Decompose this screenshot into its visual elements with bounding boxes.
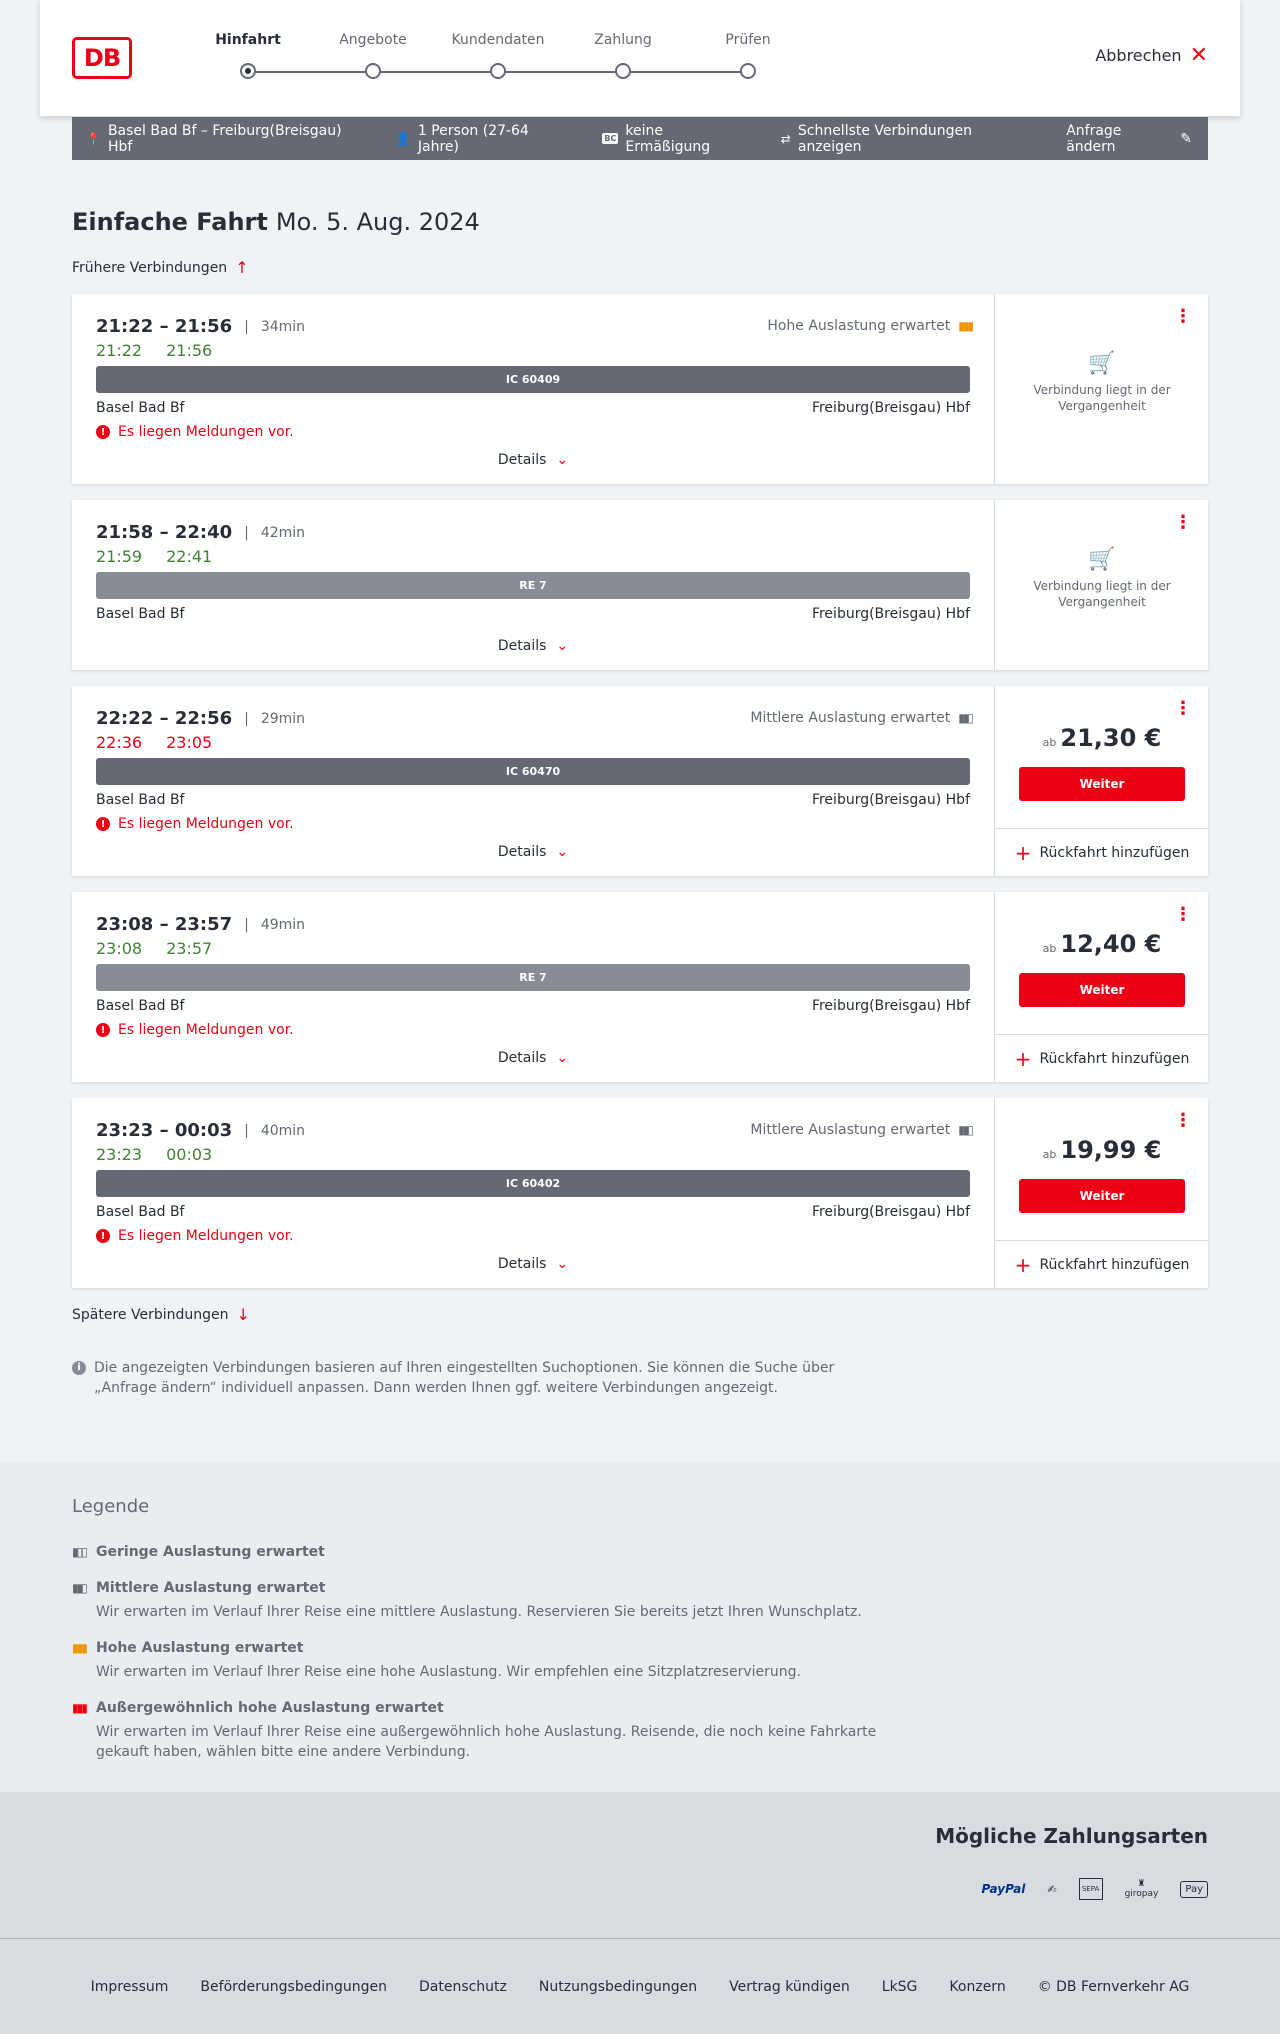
- route-summary: [86, 123, 364, 155]
- footer-link-vertrag-kuendigen[interactable]: Vertrag kündigen: [729, 1978, 850, 1995]
- separator: |: [244, 1122, 249, 1139]
- passenger-text: 1 Person (27-64 Jahre): [417, 122, 529, 155]
- step-label: Prüfen: [725, 32, 771, 48]
- occupancy-high-icon: ▮▮▮: [72, 1641, 86, 1655]
- later-label: Spätere Verbindungen: [72, 1306, 229, 1323]
- price-prefix: ab: [1042, 736, 1057, 749]
- option-text: Schnellste Verbindungen anzeigen: [797, 122, 972, 155]
- details-label: Details: [497, 1050, 547, 1066]
- change-request-label: Anfrage ändern: [1066, 122, 1122, 155]
- realtime-arrival: 22:41: [166, 547, 213, 566]
- add-return-button[interactable]: [995, 828, 1209, 876]
- warning-icon: !: [96, 817, 110, 831]
- step-dot: [365, 63, 381, 79]
- earlier-label: Frühere Verbindungen: [72, 259, 228, 276]
- sepa-icon: SEPA: [1079, 1878, 1103, 1900]
- legend-title: Legende: [72, 1496, 150, 1517]
- connection-card: [72, 892, 1208, 1082]
- details-toggle[interactable]: [72, 638, 994, 654]
- occupancy-low-icon: ▮▯▯: [72, 1545, 86, 1559]
- connection-card: [72, 686, 1208, 876]
- connection-offer: [994, 1098, 1208, 1288]
- warning-icon: !: [96, 1023, 110, 1037]
- past-text: Verbindung liegt in der Vergangenheit: [1033, 383, 1171, 413]
- stations: [96, 606, 970, 622]
- chevron-down-icon: ⌄: [556, 844, 569, 860]
- arrow-up-icon: ↑: [235, 258, 249, 277]
- footer-link-impressum[interactable]: Impressum: [90, 1978, 169, 1995]
- price-prefix: ab: [1042, 1148, 1057, 1161]
- change-request-button[interactable]: [1066, 123, 1192, 155]
- pencil-icon: ✎: [1180, 130, 1192, 147]
- price-prefix: ab: [1042, 942, 1057, 955]
- price-value: 21,30 €: [1060, 724, 1162, 752]
- planned-times: [96, 316, 305, 337]
- footer-link-befoerderungsbedingungen[interactable]: Beförderungsbedingungen: [200, 1978, 387, 1995]
- more-options-icon[interactable]: ⋮: [1174, 904, 1192, 925]
- time-range: 21:22 – 21:56: [96, 316, 233, 337]
- connection-offer: [994, 686, 1208, 876]
- earlier-connections-link[interactable]: [72, 258, 249, 277]
- more-options-icon[interactable]: ⋮: [1174, 698, 1192, 719]
- realtime-arrival: 21:56: [166, 341, 213, 360]
- connection-offer: [994, 500, 1208, 670]
- train-bar[interactable]: RE 7: [96, 572, 970, 599]
- payment-methods: [0, 1792, 1280, 1938]
- cancel-button[interactable]: [1095, 42, 1208, 68]
- occupancy-text: Mittlere Auslastung erwartet: [750, 1122, 951, 1138]
- cancel-label: Abbrechen: [1095, 46, 1182, 65]
- price: [995, 930, 1209, 958]
- origin-station: Basel Bad Bf: [96, 400, 185, 416]
- details-label: Details: [497, 638, 547, 654]
- details-toggle[interactable]: [72, 844, 994, 860]
- legend-item-desc: Wir erwarten im Verlauf Ihrer Reise eine mittlere Auslastung. Reservieren Sie bereits jetzt Ihren Wunschplatz.: [96, 1604, 862, 1620]
- more-options-icon[interactable]: ⋮: [1174, 512, 1192, 533]
- separator: |: [244, 318, 249, 335]
- duration: 49min: [260, 916, 306, 933]
- step-hinfahrt[interactable]: [185, 32, 311, 79]
- connection-offer: [994, 294, 1208, 484]
- price-value: 19,99 €: [1060, 1136, 1162, 1164]
- connection-card: [72, 500, 1208, 670]
- more-options-icon[interactable]: ⋮: [1174, 306, 1192, 327]
- destination-station: Freiburg(Breisgau) Hbf: [811, 1204, 970, 1220]
- close-icon: ✕: [1189, 42, 1208, 68]
- db-logo[interactable]: DB: [72, 37, 132, 79]
- realtime-departure: 23:08: [96, 939, 143, 958]
- details-toggle[interactable]: [72, 1256, 994, 1272]
- separator: |: [244, 916, 249, 933]
- stations: [96, 998, 970, 1014]
- giropay-label: giropay: [1124, 1889, 1159, 1899]
- step-label: Zahlung: [594, 32, 652, 48]
- plus-icon: +: [1014, 1252, 1032, 1277]
- footer-link-nutzungsbedingungen[interactable]: Nutzungsbedingungen: [538, 1978, 698, 1995]
- stations: [96, 400, 970, 416]
- notice: [96, 1022, 294, 1038]
- legend-item-title: Mittlere Auslastung erwartet: [96, 1580, 326, 1596]
- details-label: Details: [497, 1256, 547, 1272]
- step-angebote: [310, 32, 436, 79]
- warning-icon: !: [96, 425, 110, 439]
- cart-disabled-icon: 🛒: [1088, 351, 1116, 376]
- header: [40, 0, 1240, 116]
- stations: [96, 792, 970, 808]
- discount-summary: [602, 123, 748, 155]
- option-summary: [781, 123, 1034, 155]
- realtime-departure: 21:22: [96, 341, 143, 360]
- giropay-icon: ♜ giropay: [1124, 1879, 1159, 1899]
- step-dot: [490, 63, 506, 79]
- warning-icon: !: [96, 1229, 110, 1243]
- add-return-label: Rückfahrt hinzufügen: [1039, 1256, 1190, 1273]
- connection-main: [72, 686, 994, 876]
- connection-main: [72, 1098, 994, 1288]
- time-range: 22:22 – 22:56: [96, 708, 233, 729]
- planned-times: [96, 708, 305, 729]
- time-range: 23:23 – 00:03: [96, 1120, 233, 1141]
- realtime-times: [96, 939, 212, 958]
- destination-station: Freiburg(Breisgau) Hbf: [811, 792, 970, 808]
- legend-item-title: Geringe Auslastung erwartet: [96, 1544, 325, 1560]
- realtime-times: [96, 341, 212, 360]
- notice-text: Es liegen Meldungen vor.: [118, 816, 294, 832]
- later-connections-link[interactable]: [72, 1305, 250, 1324]
- step-dot: [240, 63, 256, 79]
- legend-item-desc: Wir erwarten im Verlauf Ihrer Reise eine hohe Auslastung. Wir empfehlen eine Sitzplatzreservierung.: [96, 1664, 801, 1680]
- connection-main: [72, 500, 994, 670]
- notice-text: Es liegen Meldungen vor.: [118, 1228, 294, 1244]
- legend: [0, 1462, 1280, 1792]
- planned-times: [96, 522, 305, 543]
- train-bar[interactable]: IC 60470: [96, 758, 970, 785]
- realtime-arrival: 23:57: [166, 939, 213, 958]
- destination-station: Freiburg(Breisgau) Hbf: [811, 400, 970, 416]
- plus-icon: +: [1014, 840, 1032, 865]
- occupancy-medium-icon: ▮▮▯: [958, 1123, 972, 1137]
- details-label: Details: [497, 452, 547, 468]
- footer-copyright: © DB Fernverkehr AG: [1037, 1978, 1190, 1995]
- past-connection-notice: [995, 351, 1209, 414]
- search-summary-bar: [72, 117, 1208, 160]
- details-toggle[interactable]: [72, 452, 994, 468]
- trip-date: Mo. 5. Aug. 2024: [275, 208, 480, 236]
- step-dot: [615, 63, 631, 79]
- notice: [96, 1228, 294, 1244]
- planned-times: [96, 1120, 305, 1141]
- past-text: Verbindung liegt in der Vergangenheit: [1033, 579, 1171, 609]
- connection-main: [72, 892, 994, 1082]
- realtime-times: [96, 733, 212, 752]
- passenger-summary: [396, 123, 570, 155]
- origin-station: Basel Bad Bf: [96, 606, 185, 622]
- separator: |: [244, 524, 249, 541]
- footer-link-datenschutz[interactable]: Datenschutz: [418, 1978, 507, 1995]
- info-text: Die angezeigten Verbindungen basieren auf Ihren eingestellten Suchoptionen. Sie können die Suche über „Anfrage ändern“ individuell anpassen. Dann werden Ihnen ggf. weitere Verbindungen angezeigt.: [94, 1360, 835, 1396]
- price: [995, 724, 1209, 752]
- route-text: Basel Bad Bf – Freiburg(Breisgau) Hbf: [107, 122, 342, 155]
- chevron-down-icon: ⌄: [556, 1050, 569, 1066]
- chevron-down-icon: ⌄: [556, 1256, 569, 1272]
- person-icon: 👤: [395, 131, 411, 146]
- realtime-departure: 21:59: [96, 547, 143, 566]
- realtime-departure: 23:23: [96, 1145, 143, 1164]
- realtime-departure: 22:36: [96, 733, 143, 752]
- credit-card-icon: ✍: [1047, 1882, 1057, 1896]
- occupancy-text: Mittlere Auslastung erwartet: [750, 710, 951, 726]
- connection-offer: [994, 892, 1208, 1082]
- separator: |: [244, 710, 249, 727]
- duration: 42min: [260, 524, 306, 541]
- notice: [96, 816, 294, 832]
- price: [995, 1136, 1209, 1164]
- step-label: Kundendaten: [451, 32, 545, 48]
- planned-times: [96, 914, 305, 935]
- notice-text: Es liegen Meldungen vor.: [118, 1022, 294, 1038]
- connection-card: [72, 1098, 1208, 1288]
- footer-link-konzern[interactable]: Konzern: [949, 1978, 1006, 1995]
- more-options-icon[interactable]: ⋮: [1174, 1110, 1192, 1131]
- legend-item-title: Hohe Auslastung erwartet: [96, 1640, 304, 1656]
- train-bar[interactable]: RE 7: [96, 964, 970, 991]
- origin-station: Basel Bad Bf: [96, 1204, 185, 1220]
- time-range: 23:08 – 23:57: [96, 914, 233, 935]
- time-range: 21:58 – 22:40: [96, 522, 233, 543]
- footer: [0, 1938, 1280, 2034]
- price-value: 12,40 €: [1060, 930, 1162, 958]
- realtime-arrival: 00:03: [166, 1145, 213, 1164]
- step-zahlung: [560, 32, 686, 79]
- past-connection-notice: [995, 547, 1209, 610]
- trip-type: Einfache Fahrt: [72, 208, 268, 236]
- destination-station: Freiburg(Breisgau) Hbf: [811, 606, 970, 622]
- step-pruefen: [685, 32, 811, 79]
- apple-pay-icon: [1180, 1881, 1208, 1898]
- train-bar[interactable]: IC 60402: [96, 1170, 970, 1197]
- step-kundendaten: [435, 32, 561, 79]
- apple-pay-label: Pay: [1185, 1883, 1203, 1895]
- connection-card: [72, 294, 1208, 484]
- progress-steps: [185, 32, 771, 92]
- step-label: Angebote: [339, 32, 407, 48]
- legend-item-medium: [72, 1580, 892, 1622]
- page-title: [72, 208, 480, 236]
- location-pin-icon: 📍: [86, 131, 101, 146]
- occupancy-medium-icon: ▮▮▯: [958, 711, 972, 725]
- details-toggle[interactable]: [72, 1050, 994, 1066]
- payment-title: Mögliche Zahlungsarten: [935, 1824, 1208, 1848]
- occupancy-very-high-icon: ▮▮▮: [72, 1701, 86, 1715]
- step-dot: [740, 63, 756, 79]
- arrow-down-icon: ↓: [236, 1305, 250, 1324]
- legend-item-desc: Wir erwarten im Verlauf Ihrer Reise eine außergewöhnlich hohe Auslastung. Reisende, die noch keine Fahrkarte gekauft haben, wählen bitte eine andere Verbindung.: [96, 1724, 877, 1760]
- payment-icons: [982, 1878, 1208, 1900]
- legend-item-title: Außergewöhnlich hohe Auslastung erwartet: [96, 1700, 444, 1716]
- paypal-icon: PayPal: [981, 1882, 1026, 1896]
- add-return-label: Rückfahrt hinzufügen: [1039, 1050, 1190, 1067]
- train-bar[interactable]: IC 60409: [96, 366, 970, 393]
- occupancy-indicator: [767, 318, 972, 334]
- add-return-label: Rückfahrt hinzufügen: [1039, 844, 1190, 861]
- legend-item-very-high: [72, 1700, 892, 1762]
- occupancy-text: Hohe Auslastung erwartet: [767, 318, 951, 334]
- details-label: Details: [497, 844, 547, 860]
- notice: [96, 424, 294, 440]
- plus-icon: +: [1014, 1046, 1032, 1071]
- connection-main: [72, 294, 994, 484]
- notice-text: Es liegen Meldungen vor.: [118, 424, 294, 440]
- occupancy-high-icon: ▮▮▮: [958, 319, 972, 333]
- occupancy-medium-icon: ▮▮▯: [72, 1581, 86, 1595]
- legend-item-low: [72, 1544, 892, 1560]
- bahncard-icon: BC: [604, 134, 617, 143]
- continue-button[interactable]: Weiter: [1019, 973, 1185, 1007]
- footer-link-lksg[interactable]: LkSG: [881, 1978, 918, 1995]
- chevron-down-icon: ⌄: [556, 452, 569, 468]
- add-return-button[interactable]: [995, 1240, 1209, 1288]
- chevron-down-icon: ⌄: [556, 638, 569, 654]
- step-label: Hinfahrt: [215, 32, 281, 48]
- add-return-button[interactable]: [995, 1034, 1209, 1082]
- realtime-times: [96, 547, 212, 566]
- info-icon: i: [72, 1361, 86, 1375]
- continue-button[interactable]: Weiter: [1019, 1179, 1185, 1213]
- occupancy-indicator: [750, 710, 972, 726]
- duration: 40min: [260, 1122, 306, 1139]
- origin-station: Basel Bad Bf: [96, 792, 185, 808]
- destination-station: Freiburg(Breisgau) Hbf: [811, 998, 970, 1014]
- origin-station: Basel Bad Bf: [96, 998, 185, 1014]
- info-notice: [72, 1358, 872, 1398]
- stations: [96, 1204, 970, 1220]
- discount-text: keine Ermäßigung: [625, 122, 711, 155]
- realtime-arrival: 23:05: [166, 733, 213, 752]
- cart-disabled-icon: 🛒: [1088, 547, 1116, 572]
- legend-item-high: [72, 1640, 892, 1682]
- occupancy-indicator: [750, 1122, 972, 1138]
- realtime-times: [96, 1145, 212, 1164]
- swap-arrows-icon: ⇄: [780, 131, 791, 146]
- duration: 34min: [260, 318, 306, 335]
- duration: 29min: [260, 710, 306, 727]
- continue-button[interactable]: Weiter: [1019, 767, 1185, 801]
